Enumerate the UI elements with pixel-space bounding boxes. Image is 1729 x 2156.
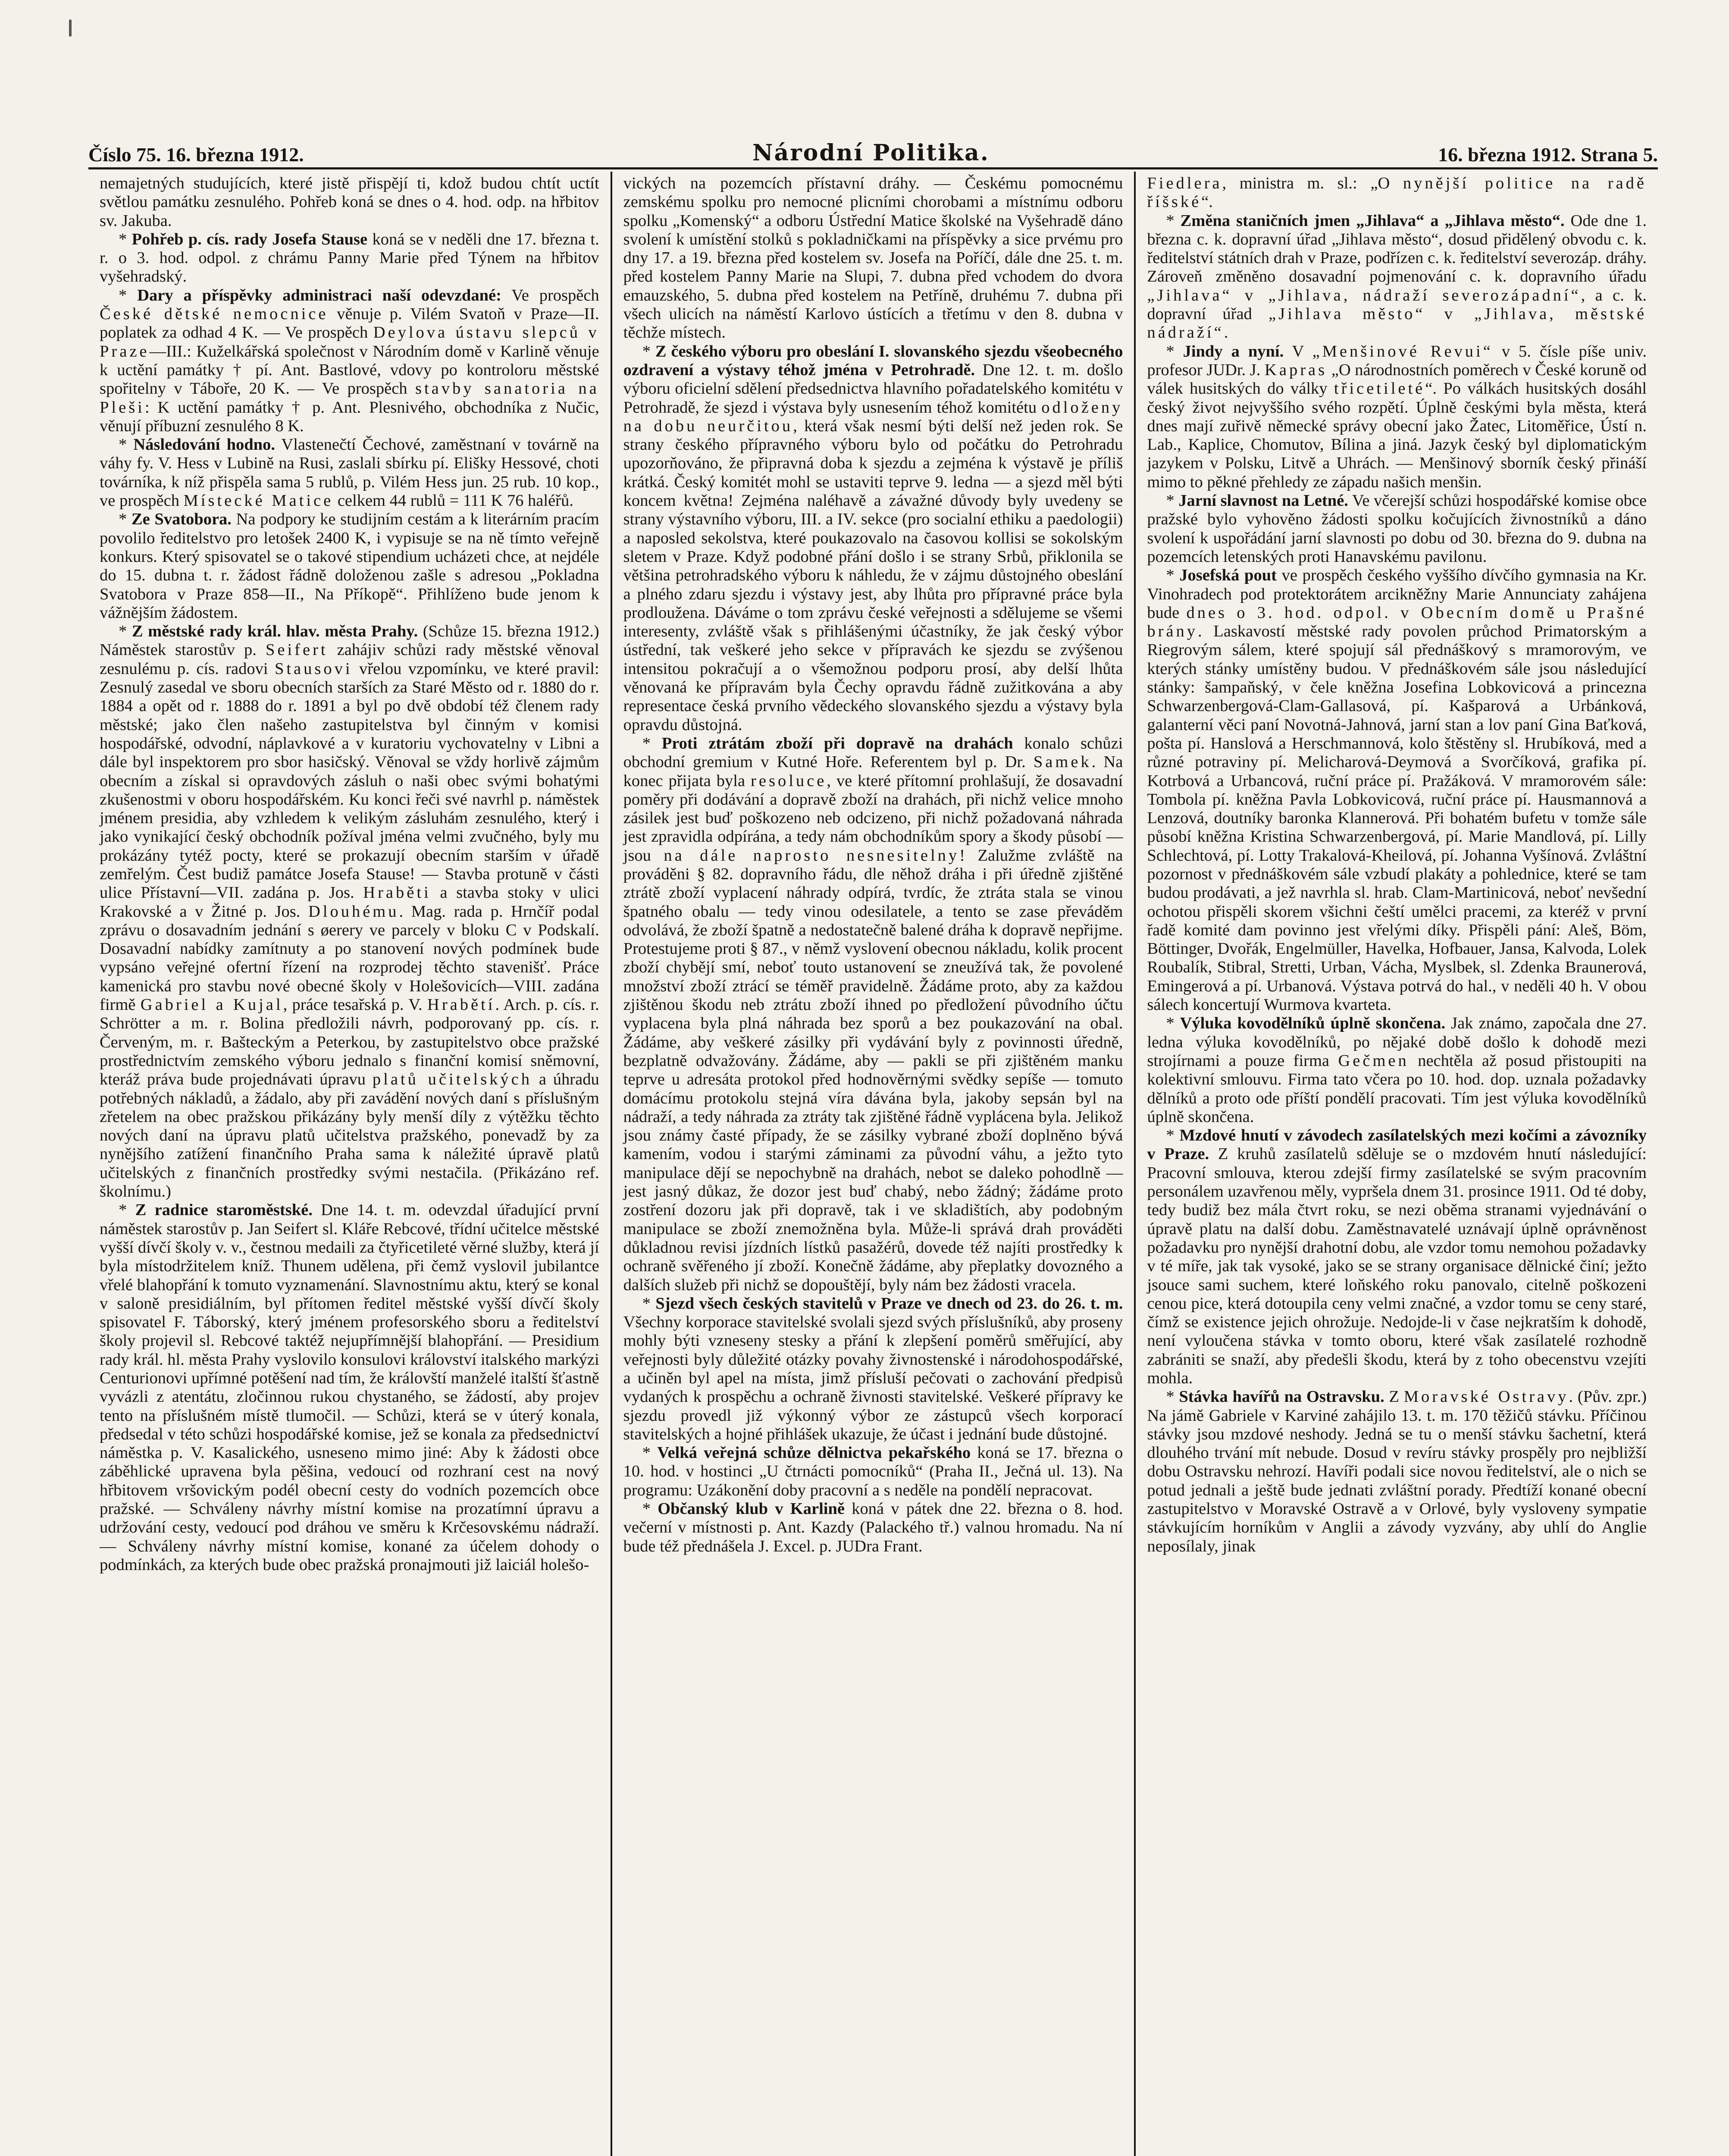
news-item: * Následování hodno. Vlastenečtí Čechové, zaměstnaní v továrně na váhy fy. V. Hess v Lubině na Rusi, zaslali sbírku pí. Elišky Hessové, choti továrníka, k níž přispěla sama 5 rublů, p. Vilém Hess jun. 25 rub. 10 kop., ve prospěch Místecké Matice celkem 44 rublů = 111 K 76 haléřů. — [100, 436, 599, 510]
news-item: * Výluka kovodělníků úplně skončena. Jak známo, započala dne 27. ledna výluka kovodělníků, po nějaké době došlo k dohodě mezi strojírnami a pouze firma Gečmen nechtěla až posud přistoupiti na kolektivní smlouvu. Firma tato včera po 10. hod. dop. uznala požadavky dělníků a proto ode příští pondělí pracovati. Tím jest výluka kovodělníků úplně skončena. — [1147, 1014, 1647, 1126]
news-item: * Stávka havířů na Ostravsku. Z Moravské Ostravy. (Pův. zpr.) Na jámě Gabriele v Karviné zahájilo 13. t. m. 170 těžičů stávku. Příčinou stávky jsou mzdové neshody. Jedná se tu o menší stávku šachetní, která dlouhého trvání mít nebude. Dosud v revíru stávky prospěly pro nejbližší dobu Ostravsku nehrozí. Havíři podali sice novou ředitelství, ale o nich se potud jednali a ještě bude jednati zvláštní porady. Předtíží konané obecní zastupitelstvo v Moravské Ostravě a v Orlové, byly vysloveny sympatie stávkujícím horníkům v Anglii a závody vyzvány, aby uhlí do Anglie neposílaly, jinak — [1147, 1388, 1647, 1555]
news-item: * Mzdové hnutí v závodech zasílatelských mezi kočími a závozníky v Praze. Z kruhů zasílatelů sděluje se o mzdovém hnutí následující: Pracovní smlouva, kterou zdejší firmy zasílatelské se svým pracovním personálem uzavřenou měly, vypršela dnem 31. prosince 1911. Od té doby, tedy budiž bez mála čtvrt roku, se nezi oběma stranami vyjednávání o úpravě platu na další dobu. Zaměstnavatelé uznávají úplně oprávněnost požadavku pro nynější drahotní dobu, ale vzdor tomu nemohou požadavky v té míře, jak tak vysoké, jako se se strany organisace dělnické činí; ježto jsouce sami suchem, které loňského roku panovalo, citelně poškozeni cenou pice, která dotoupila ceny velmi značné, a vzdor tomu se ceny staré, čímž se existence jejich ohrožuje. Nedojde-li v čase nejkratším k dohodě, není vyloučena stávka v tomto oboru, které však zasílatelé rozhodně zabrániti se snaží, aby předešli škodu, která by z toho obecenstvu vzejíti mohla. — [1147, 1126, 1647, 1387]
column-middle — [611, 172, 1134, 2156]
item-heading: Z radnice staroměstské. — [135, 1201, 313, 1219]
item-heading: Mzdové hnutí v závodech zasílatelských mezi kočími a závozníky v Praze. — [1147, 1126, 1647, 1163]
news-item: * Z městské rady král. hlav. města Prahy. (Schůze 15. března 1912.) Náměstek starostův p. Seifert zahájiv schůzi rady městské věnoval zesnulému p. cís. radovi Stausovi vřelou vzpomínku, ve které pravil: Zesnulý zasedal ve sboru obecních starších za Staré Město od r. 1880 do r. 1884 a opět od r. 1888 do r. 1891 a byl po dvě období též členem rady městské; jako člen našeho zastupitelstva byl činným v komisi hospodářské, odvodní, náplavkové a v kuratoriu vychovatelny v Libni a dále byl inspektorem pro sbor hasičský. Věnoval se vždy horlivě zájmům obecním a získal si opravdových zásluh o naši obec svými bohatými zkušenostmi v oboru hospodářském. Ku konci řeči své navrhl p. náměstek jménem presidia, aby vzhledem k velikým zásluhám zesnulého, který i jako vynikající český obchodník požíval jména velmi zvučného, byly mu prokázány tytéž pocty, které se prokazují obecním starším v úřadě zemřelým. Čest budiž památce Josefa Stause! — Stavba protuně v části ulice Přístavní—VII. zadána p. Jos. Hraběti a stavba stoky v ulici Krakovské a v Žitné p. Jos. Dlouhému. Mag. rada p. Hrnčíř podal zprávu o dosavadním jednání s øerery ve parcely v bloku C v Podskalí. Dosavadní nabídky zamítnuty a po stanovení nových podmínek bude vypsáno veřejné ofertní řízení na rozprodej těchto stavenišť. Práce kamenická pro stavbu nové obecné školy v Holešovicích—VIII. zadána firmě Gabriel a Kujal, práce tesařská p. V. Hrabětí. Arch. p. cís. r. Schrötter a m. r. Bolina předložili návrh, podporovaný pp. cís. r. Červeným, m. r. Bašteckým a Peterkou, by zastupitelstvo obce pražské prostřednictvím zemského výboru jednalo s finanční komisí sněmovní, kteráž práva bude projednávati úpravu platů učitelských a úhradu potřebných nákladů, a žádalo, aby při zavádění nových daní s příslušným zřetelem na obec pražskou přikázány byly menší díly z výtěžku těchto nových daní na úpravu platů učitelstva pražského, ponevadž by za nynějšího zatížení finančního Praha sama k náležité úpravě platů učitelských z finančních prostředky svými nestačila. (Přikázáno ref. školnímu.) — [100, 622, 599, 1201]
item-heading: Pohřeb p. cís. rady Josefa Stause — [132, 230, 368, 248]
news-item: * Velká veřejná schůze dělnictva pekařského koná se 17. března o 10. hod. v hostinci „U čtrnácti pomocníků“ (Praha II., Ječná ul. 13). Na programu: Uzákonění doby pracovní a s neděle na pondělí nepracovat. — [623, 1444, 1123, 1499]
news-item: * Dary a příspěvky administraci naší odevzdané: Ve prospěch České dětské nemocnice věnuje p. Vilém Svatoň v Praze—II. poplatek za odhad 4 K. — Ve prospěch Deylova ústavu slepců v Praze—III.: Kuželkářská společnost v Národním domě v Karlině věnuje k uctění památky † pí. Ant. Bastlové, vdovy po kontroloru městské spořitelny v Táboře, 20 K. — Ve prospěch stavby sanatoria na Pleši: K uctění památky † p. Ant. Plesnivého, obchodníka z Nučic, věnují příbuzní zesnulého 8 K. — [100, 286, 599, 435]
issue-date: Číslo 75. 16. března 1912. — [88, 144, 304, 166]
item-heading: Z městské rady král. hlav. města Prahy. — [132, 622, 418, 641]
news-item: * Sjezd všech českých stavitelů v Praze ve dnech od 23. do 26. t. m. Všechny korporace stavitelské svolali sjezd svých příslušníků, aby proseny mohly býti vzneseny stesky a přání k zlepšení poměrů směřující, aby veřejnosti byly důležité otázky povahy živnostenské i národohospodářské, a učiněn byl apel na místa, jimž přísluší pečovati o zachování předpisů vydaných k prospěchu a ochraně živnosti stavitelské. Veškeré přípravy ke sjezdu provedl již výkonný výbor ze zástupců všech korporací stavitelských a hojné přihlášek ukazuje, že účast i jednání bude důstojné. — [623, 1294, 1123, 1443]
news-item: * Ze Svatobora. Na podpory ke studijním cestám a k literárním pracím povolilo ředitelstvo pro letošek 2400 K, i vypisuje se na ně tímto veřejně konkurs. Který spisovatel se o takové stipendium ucházeti chce, at nejdéle do 15. dubna t. r. žádost řádně doloženou zašle s adresou „Pokladna Svatobora v Praze 858—II., Na Příkopě“. Přihlíženo bude jenom k vážnějším žádostem. — [100, 510, 599, 622]
item-heading: Změna staničních jmen „Jihlava“ a „Jihlava město“. — [1180, 211, 1565, 230]
paragraph: nemajetných studujících, které jistě přispějí ti, kdož budou chtít uctít světlou památku zesnulého. Pohřeb koná se dnes o 4. hod. odp. na hřbitov sv. Jakuba. — [100, 174, 599, 230]
item-heading: Stávka havířů na Ostravsku. — [1179, 1388, 1384, 1406]
page-number: 16. března 1912. Strana 5. — [1438, 144, 1658, 166]
news-item: * Jarní slavnost na Letné. Ve včerejší schůzi hospodářské komise obce pražské bylo vyhověno žádosti spolku kočujících živnostníků a dáno svolení k uspořádání jarní slavnosti po dobu od 30. března do 9. dubna na pozemcích letenských proti Hanavskému pavilonu. — [1147, 492, 1647, 566]
ink-speck — [69, 19, 72, 37]
news-item: * Změna staničních jmen „Jihlava“ a „Jihlava město“. Ode dne 1. března c. k. dopravní úřad „Jihlava město“, dosud přidělený obvodu c. k. ředitelství státních drah v Praze, podřízen c. k. ředitelství severozáp. dráhy. Zároveň změněno dosavadní pojmenování c. k. dopravního úřadu „Jihlava“ v „Jihlava, nádraží severozápadní“, a c. k. dopravní úřad „Jihlava město“ v „Jihlava, městské nádraží“. — [1147, 211, 1647, 342]
item-heading: Následování hodno. — [133, 436, 275, 454]
article-columns — [88, 172, 1658, 2156]
item-heading: Dary a příspěvky administraci naší odevzdané: — [137, 286, 501, 304]
paragraph: vických na pozemcích přístavní dráhy. — Českému pomocnému zemskému spolku pro nemocné plicními chorobami a místnímu odboru spolku „Komenský“ a odboru Ústřední Matice školské na Vyšehradě dáno svolení k umístění stolků s pokladničkami na příspěvky a sice prvému pro dny 17. a 19. března před kostelem sv. Josefa na Poříčí, dále dne 25. t. m. před kostelem Panny Marie na Slupi, 7. dubna před vchodem do dvora emauzského, 5. dubna před kostelem na Petříně, druhému 7. dubna při všech ulicích na náměstí Karlovo ústících a třetímu v den 8. dubna v těchže místech. — [623, 174, 1123, 342]
newspaper-title: Národní Politika. — [752, 140, 990, 166]
item-heading: Občanský klub v Karlině — [658, 1500, 845, 1518]
news-item: * Z radnice staroměstské. Dne 14. t. m. odevzdal úřadující první náměstek starostův p. Jan Seifert sl. Kláře Rebcové, třídní učitelce městské vyšší dívčí školy v. v., čestnou medaili za čtyřicetileté věrné služby, která jí byla místodržitelem kníž. Thunem udělena, při čemž vyslovil jubilantce vřelé blahopřání k tomuto vyznamenání. Slavnostnímu aktu, který se konal v saloně presidiálním, byl přítomen ředitel městské vyšší dívčí školy spisovatel F. Táborský, který jménem profesorského sboru a ředitelství školy projevil sl. Rebcové taktéž nejupřímnější blahopřání. — Presidium rady král. hl. města Prahy vyslovilo konsulovi království italského markýzi Centurionovi upřímné potěšení nad tím, že královští manželé italští šťastně vyvázli z atentátu, zločinnou rukou chystaného, se žádostí, aby projev tento na příslušném místě tlumočil. — Schůzi, která se v úterý konala, předsedal v této schůzi hospodářské komise, jež se konala za předsednictví náměstka p. V. Kasalického, usneseno mimo jiné: Aby k žádosti obce záběhlické upravena byla pěšina, vedoucí od rozhraní cest na nový hřbitovem vršovickým podél obecní cesty do vodních pozemcích obce pražské. — Schváleny návrhy místní komise na prozatímní úpravu a udržování cesty, vedoucí pod dráhou ve směru k Krčesovskému nádraží. — Schváleny návrhy místní komise, konané za účelem dohody o podmínkách, za kterých bude obec pražská pronajmouti již laiciál holešo- — [100, 1201, 599, 1574]
item-heading: Ze Svatobora. — [131, 510, 232, 529]
item-heading: Proti ztrátám zboží při dopravě na drahách — [661, 734, 1013, 752]
item-heading: Jarní slavnost na Letné. — [1178, 492, 1348, 510]
news-item: * Pohřeb p. cís. rady Josefa Stause koná se v neděli dne 17. března t. r. o 3. hod. odpol. z chrámu Panny Marie před Týnem na hřbitov vyšehradský. — [100, 230, 599, 286]
page-header — [88, 129, 1658, 166]
news-item: * Z českého výboru pro obeslání I. slovanského sjezdu všeobecného ozdravení a výstavy téhož jména v Petrohradě. Dne 12. t. m. došlo výboru oficielní sdělení předsednictva hlavního pořadatelského komitétu v Petrohradě, že sjezd i výstava byly usnesením téhož komitétu odloženy na dobu neurčitou, která však nesmí býti delší než jeden rok. Se strany českého přípravného výboru bylo od počátku do Petrohradu upozorňováno, že připravná doba k sjezdu a zejména k výstavě je příliš krátká. Český komitét mohl se ustaviti teprve 9. ledna — a sjezd měl býti koncem května! Zejména naléhavě a závažné důvody byly uvedeny se strany výstavního výboru, III. a IV. sekce (pro socialní ethiku a paedologii) a naposled sekolstva, které poukazovalo na časovou kollisi se sokolským sletem v Praze. Když podobné přání došlo i se strany Srbů, přiklonila se většina petrohradského výboru k náhledu, že v zájmu důstojného obeslání a plného zdaru sjezdu i výstavy jest, aby lhůta pro přípravné práce byla prodloužena. Dáváme o tom zprávu české veřejnosti a sdělujeme se všemi interesenty, zvláště však s přihlášenými účastníky, že jak český výbor ústřední, tak veškeré jeho sekce v přípravách ke sjezdu se zvýšenou intensitou pokračují a o všemožnou podporu prosí, aby delší lhůta věnovaná ke přípravám byla Čechy opravdu řádně zužitkována a aby representace česká prvního vědeckého slovanského sjezdu a výstavy byla opravdu důstojná. — [623, 342, 1123, 734]
item-heading: Sjezd všech českých stavitelů v Praze ve dnech od 23. do 26. t. m. — [655, 1294, 1123, 1313]
news-item: * Proti ztrátám zboží při dopravě na drahách konalo schůzi obchodní gremium v Kutné Hoře. Referentem byl p. Dr. Samek. Na konec přijata byla resoluce, ve které přítomní prohlašují, že dosavadní poměry při dodávání a dopravě zboží na drahách, při nichž velice mnoho zásilek jest buď poškozeno neb odcizeno, při nichž požadovaná náhrada jest zpravidla odpírána, a tedy nám obchodníkům spory a škody působí — jsou na dále naprosto nesnesitelny! Zalužme zvláště na prováděni § 82. dopravního řádu, dle něhož dráha i při úředně zjištěné ztrátě zboží vyplacení náhrady odpírá, tvrdíc, že ztráta stala se vinou špatného obalu — tedy vinou odesilatele, a tento se zase převáděm odvolává, že zboží špatně a nedostatečně balené dráha k dopravě nepřijme. Protestujeme proti § 87., v němž vyslovení obecnou nákladu, kolik procent zboží chybějí smí, neboť touto ustanovení se zneužívá tak, že povolené množství zboží ztrácí se téměř pravidelně. Žádáme proto, aby za každou zjištěnou škodu neb ztrátu zboží ihned po předložení původního účtu vyplacena byla plná náhrada bez sporů a bez poukazování na obal. Žádáme, aby veškeré zásilky při vydávání byly z povinnosti úředně, bezplatně odvažovány. Žádáme, aby — pakli se při zjištěném manku teprve u adresáta protokol před hodnověrnými svědky sepíše — tomuto domácímu protokolu stejná víra dávána byla, jakoby sepsán byl na nádraží, a tedy náhrada za ztráty tak zjištěné řádně vyplácena byla. Jelikož jsou známy časté případy, že se zásilky vybrané zboží doplněno bývá kamením, vodou i starými záminami za původní váhu, a ježto tyto manipulace dějí se nepochybně na drahách, nebot se daleko pohodlně — jest jasný důkaz, že dozor jest buď chabý, nebo žádný; žádáme proto zostření dozoru jak při dopravě, tak i ve skladištích, aby podobným manipulace se zboží znemožněna byla. Může-li správá drah prováděti důkladnou revisi jízdních lístků pasažérů, dovede též najíti prostředky k ochraně svěřeného jí zboží. Konečně žádáme, aby přeplatky dovozného a dalších služeb při nichž se dopouštějí, byly nám bez žádosti vracela. — [623, 734, 1123, 1294]
news-item: * Jindy a nyní. V „Menšinové Revui“ v 5. čísle píše univ. profesor JUDr. J. Kapras „O národnostních poměrech v České koruně od válek husitských do války třicetileté“. Po válkách husitských dosáhl český život nejvyššího svého rozpětí. Úplně českými byla města, která dnes mají zuřivě německé správy obecní jako Žatec, Litoměřice, Ústí n. Lab., Kaplice, Chomutov, Bílina a jiná. Jazyk český byl diplomatickým jazykem v Polsku, Litvě a Uhrách. — Menšinový sborník český přináší mimo to pěkné přehledy ze západu našich menšin. — [1147, 342, 1647, 491]
column-right — [1134, 172, 1658, 2156]
column-left — [88, 172, 611, 2156]
item-heading: Z českého výboru pro obeslání I. slovanského sjezdu všeobecného ozdravení a výstavy téhož jména v Petrohradě. — [623, 342, 1123, 379]
item-heading: Velká veřejná schůze dělnictva pekařského — [657, 1444, 971, 1462]
item-heading: Jindy a nyní. — [1183, 342, 1284, 360]
item-heading: Výluka kovodělníků úplně skončena. — [1180, 1014, 1446, 1033]
item-heading: Josefská pout — [1179, 566, 1277, 585]
news-item: * Josefská pout ve prospěch českého vyššího dívčího gymnasia na Kr. Vinohradech pod protektorátem arcikněžny Marie Annunciaty zahájena bude dnes o 3. hod. odpol. v Obecním domě u Prašné brány. Laskavostí městské rady povolen průchod Primatorským a Riegrovým sálem, které spojují sál přednáškový s mramorovým, ve kterých stánky umístěny budou. V přednáškovém sále jsou následující stánky: šampaňský, v čele kněžna Josefina Lobkovicová a princezna Schwarzenbergová-Clam-Gallasová, pí. Kašparová a Urbánková, galanterní věci paní Novotná-Jahnová, jarní stan a lov paní Gina Baťková, pošta pí. Hanslová a Herschmannová, kolo štěstěny sl. Hrubíková, med a různé potraviny pí. Melicharová-Deymová a Svorčíková, grafika pí. Kotrbová a Urbancová, ruční práce pí. Pražáková. V mramorovém sále: Tombola pí. kněžna Pavla Lobkovicová, ruční práce pí. Hausmannová a Lenzová, doutníky baronka Klannerová. Při bohatém bufetu v tomže sále působí kněžna Kristina Schwarzenbergová, pí. Marie Mandlová, pí. Lilly Schlechtová, pí. Lotty Trakalová-Kheilová, pí. Johanna Vyšínová. Zvláštní pozornost v přednáškovém sále vzbudí plakáty a pohlednice, které se tam budou prodávati, a jež navrhla sl. hrab. Clam-Martinicová, neboť nevšední ochotou přispěli skorem všichni čeští umělci pracemi, za kteréž v první řadě komité dam povinno jest vřelými díky. Přispěli pání: Aleš, Böm, Böttinger, Dvořák, Engelmüller, Havelka, Hofbauer, Jansa, Kalvoda, Lolek Roubalík, Stibral, Stretti, Urban, Vácha, Myslbek, sl. Zdenka Braunerová, Emingerová a pí. Urbanová. Výstava potrvá do hal., v neděli 40 h. V obou sálech koncertují Wurmova kvarteta. — [1147, 566, 1647, 1014]
news-item: * Občanský klub v Karlině koná v pátek dne 22. března o 8. hod. večerní v místnosti p. Ant. Kazdy (Palackého tř.) valnou hromadu. Na ní bude též přednášela J. Excel. p. JUDra Frant. — [623, 1500, 1123, 1555]
paragraph: Fiedlera, ministra m. sl.: „O nynější politice na radě říšské“. — [1147, 174, 1647, 211]
header-rule — [88, 167, 1658, 169]
